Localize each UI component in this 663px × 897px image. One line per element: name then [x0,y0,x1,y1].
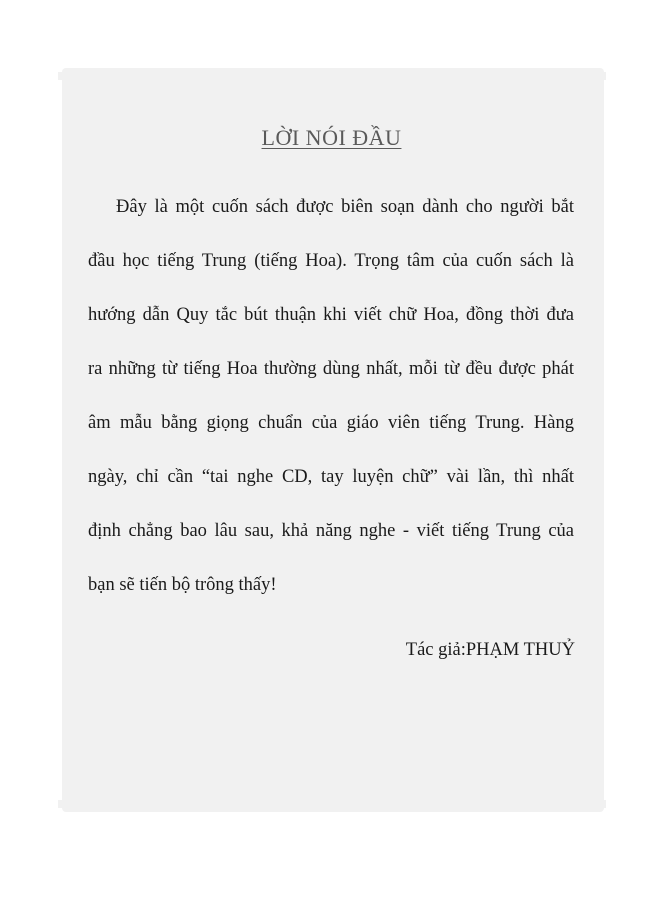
paragraph-line: đầu học tiếng Trung (tiếng Hoa). Trọng tâm của cuốn sách là [88,251,574,271]
body-paragraph [88,185,574,617]
page-title-text: LỜI NÓI ĐẦU [261,125,402,150]
sheet-corner-top-right [598,72,606,80]
sheet-corner-top-left [58,72,66,80]
paragraph-line: ra những từ tiếng Hoa thường dùng nhất, mỗi từ đều được phát [88,359,574,379]
sheet-corner-bottom-right [598,800,606,808]
page-title [0,125,663,151]
paragraph-line: hướng dẫn Quy tắc bút thuận khi viết chữ Hoa, đồng thời đưa [88,305,574,325]
paragraph-line: bạn sẽ tiến bộ trông thấy! [88,575,277,595]
paragraph-line: âm mẫu bằng giọng chuẩn của giáo viên tiếng Trung. Hàng [88,413,574,433]
paragraph-line: định chẳng bao lâu sau, khả năng nghe - viết tiếng Trung của [88,521,574,541]
author-signature: Tác giả:PHẠM THUỶ [405,640,575,660]
sheet-corner-bottom-left [58,800,66,808]
paragraph-line: ngày, chỉ cần “tai nghe CD, tay luyện chữ” vài lần, thì nhất [88,467,574,487]
paragraph-line: Đây là một cuốn sách được biên soạn dành cho người bắt [116,197,574,217]
